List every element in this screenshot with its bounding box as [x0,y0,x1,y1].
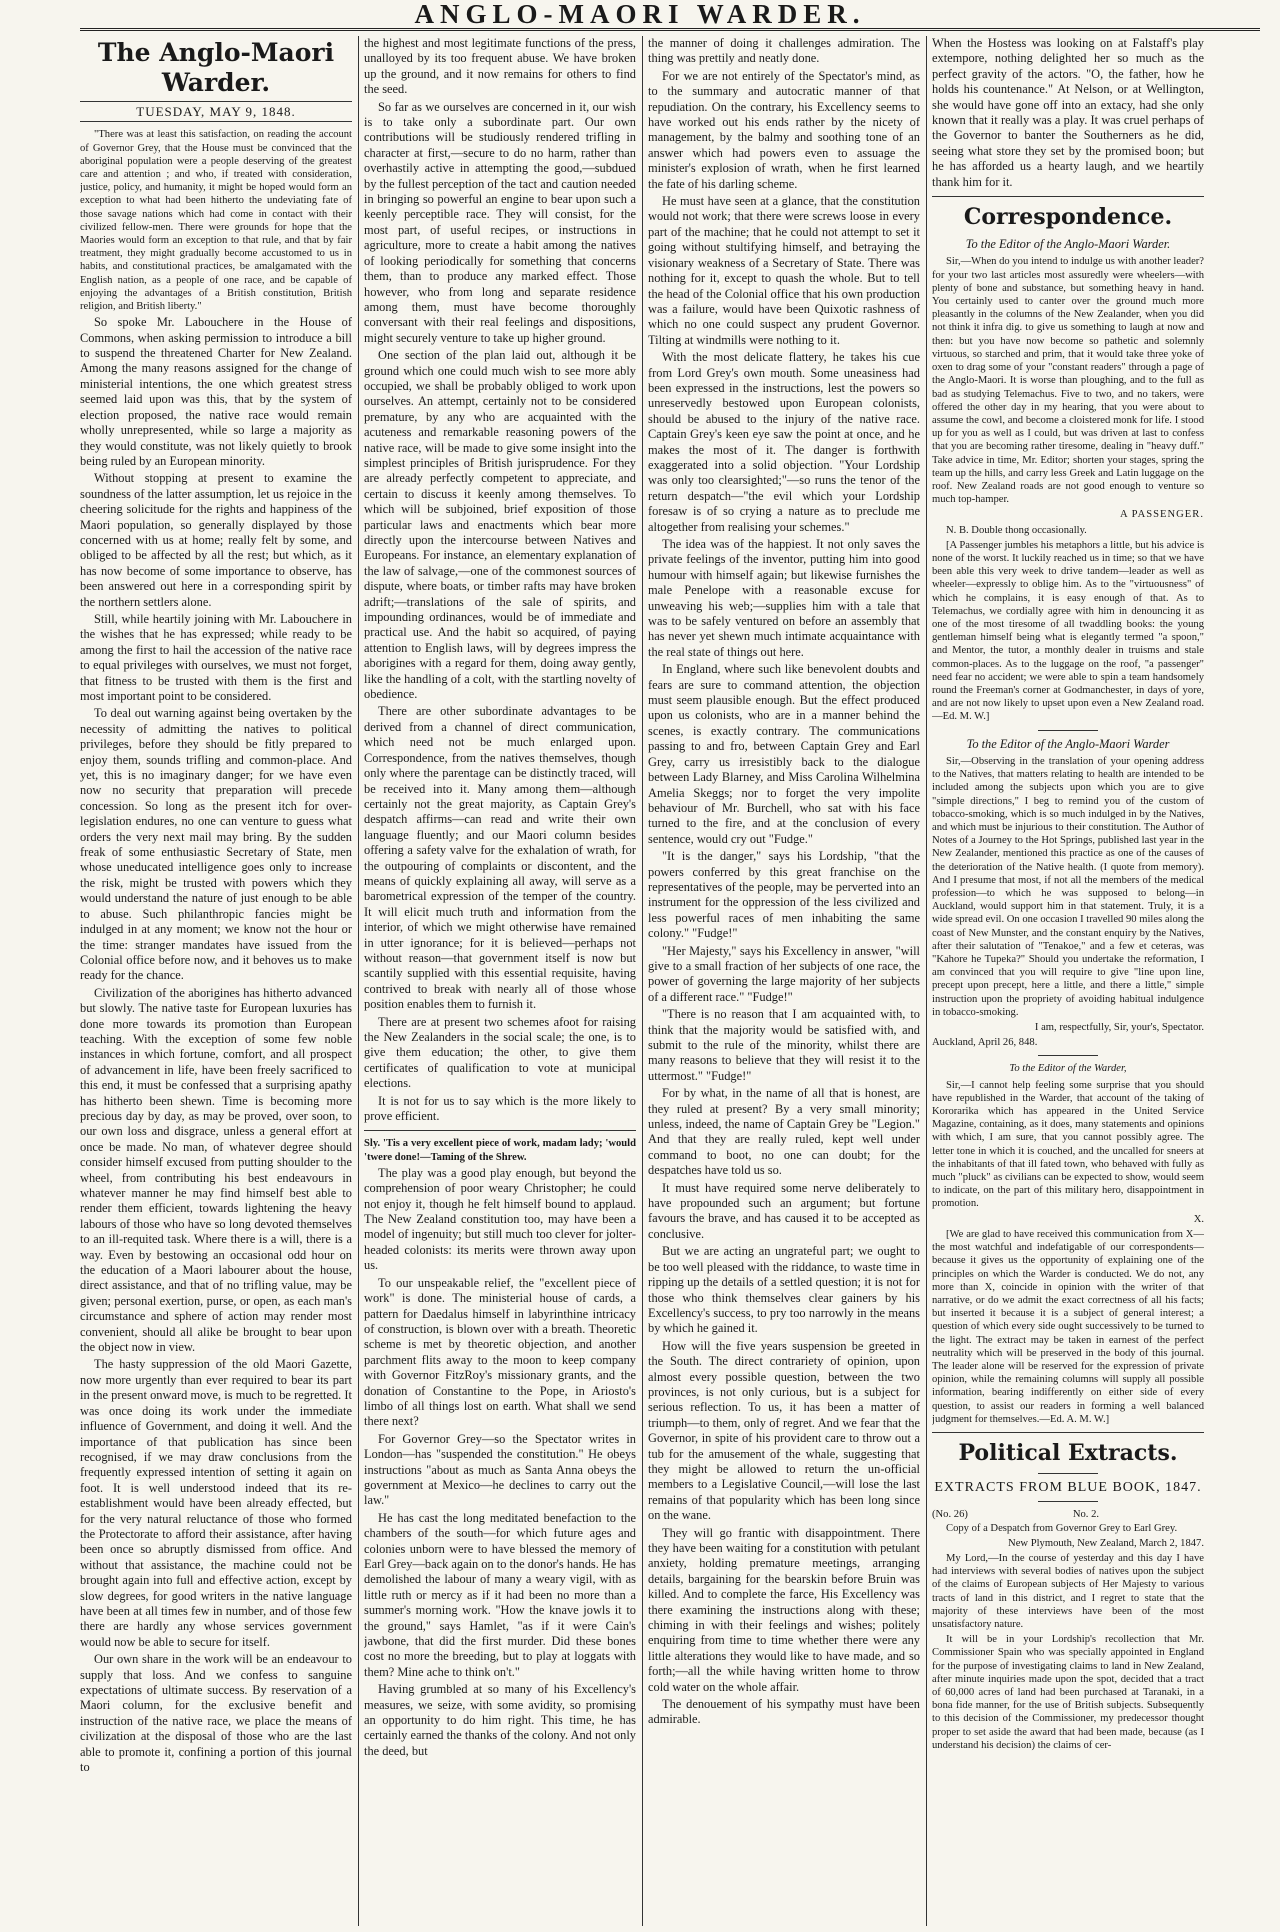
issue-date: TUESDAY, MAY 9, 1848. [80,101,352,122]
paper-title: The Anglo-Maori Warder. [97,38,335,97]
section-rule [364,1130,636,1131]
paragraph: So spoke Mr. Labouchere in the House of Commons, when asking permission to introduce a bill to suspend the threatened Charter for New Zealand. Among the many reasons assigned for the change of ministerial intentions, the one which greatest stress seemed laid upon was this, that by the system of election proposed, the native race would remain wholly unrepresented, while so large a majority as they would constitute, was not likely quietly to brook being ruled by an European minority. [80,315,352,468]
column-2 [364,36,636,1926]
letter-signature: X. [1193,1213,1204,1225]
letter-address: To the Editor of the Anglo-Maori Warder [966,736,1170,751]
short-rule [1038,1473,1098,1474]
masthead [0,0,1280,34]
column-divider [642,36,643,1926]
short-rule [1038,1055,1098,1056]
paragraph: It is not for us to say which is the more likely to prove efficient. [364,1093,636,1124]
editor-reply: [A Passenger jumbles his metaphors a little, but his advice is none of the worst. It luckily reached us in time; so that we have been able this very week to drive tandem—leader as well as wheeler—expressly to oblige him. As to the "virtuousness" of which he complains, it is easy enough of that. As to Telemachus, we cordially agree with him in denouncing it as one of the most tiresome of all twaddling books: the young gentleman himself being what is elegantly termed "a spoon," and Mentor, the tutor, a monthly dealer in truisms and stale common-places. As to the luggage on the roof, "a passenger" need fear no accident; we were able to spin a team handsomely round the Freeman's corner at Godmanchester, in days of yore, and are not now likely to upset upon even a New Zealand road.—Ed. M. W.] [932,539,1204,723]
letter-address: To the Editor of the Anglo-Maori Warder. [965,237,1171,252]
paragraph: It must have required some nerve deliberately to have propounded such an argument; but fortune favours the brave, and has caused it to be accepted as conclusive. [648,1180,920,1241]
paragraph: He must have seen at a glance, that the constitution would not work; that there were screws loose in every part of the machine; that he could not attempt to set it going without stultifying himself, and betraying the visionary weakness of a Secretary of State. There was nothing for it, except to quash the whole. But to tell the head of the Colonial office that his own production was a failure, would have been Quixotic rashness of which no one could suspect any prudent Governor. Tilting at windmills were nothing to it. [648,194,920,347]
paragraph: Our own share in the work will be an endeavour to supply that loss. And we confess to sanguine expectations of ultimate success. By reservation of a Maori column, for the exclusive benefit and instruction of the native race, we place the means of civilization at the disposal of those who are the last able to promote it, confining a portion of this journal to [80,1652,352,1775]
letter-signature: A PASSENGER. [1119,509,1204,521]
column-4 [932,36,1204,1926]
column-divider [358,36,359,1926]
paragraph: For by what, in the name of all that is honest, are they ruled at present? By a very small minority; unless, indeed, the name of Captain Grey be "Legion." And that they are really ruled, kept well under command to boot, no one can doubt; for the despatches have told us so. [648,1086,920,1178]
blue-book-heading: EXTRACTS FROM BLUE BOOK, 1847. [934,1479,1202,1495]
paragraph: But we are acting an ungrateful part; we ought to be too well pleased with the riddance, to waste time in ripping up the details of a settled question; it is not for those who think themselves clear gainers by his Excellency's success, to pry too narrowly in the means by which he gained it. [648,1244,920,1336]
column-3 [648,36,920,1926]
paragraph: Having grumbled at so many of his Excellency's measures, we seize, with some avidity, so promising an opportunity to do him right. This time, he has certainly earned the thanks of the colony. And not only the deed, but [364,1682,636,1758]
despatch-body: It will be in your Lordship's recollection that Mr. Commissioner Spain who was specially appointed in England for the purpose of investigating claims to land in New Zealand, after minute inquiries made upon the spot, decided that a tract of 60,000 acres of land had been purchased at Taranaki, in a bona fide manner, for the use of British subjects. Subsequently to this decision of the Commissioner, my predecessor thought proper to set aside the award that had been made, because (as I understand his decision) the claims of cer- [932,1634,1204,1751]
paragraph: Civilization of the aborigines has hitherto advanced but slowly. The native taste for European luxuries has done more towards its promotion than European teaching. With the exception of some few noble instances in which fortune, comfort, and all prospect of advancement in life, have been freely sacrificed to this end, it must be confessed that a surprising apathy has hitherto been shewn. Time is becoming more precious day by day, as may be proved, over soon, to our own loss and disgrace, unless a general effort at once be made. No man, of whatever degree should consider himself excused from putting shoulder to the wheel, from contributing his best endeavours in whatever manner he may find himself best able to render them efficient, towards lightening the heavy labours of those who have so long devoted themselves to an ill-requited task. Where there is a will, there is a way. Even by bestowing an occasional odd hour on the education of a Maori labourer about the house, direct assistance, and that of no trifling value, may be given; personal exertion, purse, or open, as each man's circumstance and sphere of action may render most convenient, should all alike be brought to bear upon the object now in view. [80,985,352,1355]
paragraph: The play was a good play enough, but beyond the comprehension of poor weary Christopher; he could not enjoy it, though he felt himself bound to applaud. The New Zealand constitution too, may have been a model of ingenuity; but still much too clever for jolter-headed colonists: its merits were thrown away upon us. [364,1165,636,1273]
masthead-title: ANGLO-MAORI WARDER. [414,0,866,29]
despatch-place-date: New Plymouth, New Zealand, March 2, 1847. [1008,1537,1204,1549]
despatch-number: (No. 26) [932,1509,968,1521]
paragraph: "Her Majesty," says his Excellency in answer, "will give to a small fraction of her subjects of one race, the power of governing the large majority of her subjects of a different race." "Fudge!" [648,943,920,1004]
short-rule [1038,1501,1098,1502]
paragraph: For we are not entirely of the Spectator's mind, as to the summary and autocratic manner of that repudiation. On the contrary, his Excellency seems to have worked out his ends rather by the nicety of management, by the balmy and soothing tone of an answer which had powers even to assuage the minister's explosion of wrath, when he first learned the fate of his darling scheme. [648,68,920,191]
despatch-numbers [932,1508,1204,1521]
paragraph: In England, where such like benevolent doubts and fears are sure to command attention, the objection must seem plausible enough. But the effect produced upon us colonists, who are in a manner behind the scenes, is exactly contrary. The communications passing to and fro, between Captain Grey and Earl Grey, carry us irresistibly back to the dialogue between Lady Blarney, and Miss Carolina Wilhelmina Amelia Skeggs; nor to forget the very impolite behaviour of Mr. Burchell, who sat with his face turned to the fire, and at the conclusion of every sentence, would cry out "Fudge." [648,662,920,846]
despatch-title: Copy of a Despatch from Governor Grey to Earl Grey. [946,1522,1178,1534]
political-extracts-heading: Political Extracts. [958,1439,1178,1466]
paragraph: He has cast the long meditated benefaction to the chambers of the south—for which future ages and colonies unborn were to have blessed the memory of Earl Grey—back again on to the donor's hands. He has demolished the labour of many a weary vigil, with as little ruth or mercy as if it had been no more than a summer's morning work. "How the knave jowls it to the ground," says Hamlet, "as if it were Cain's jawbone, that did the first murder. Did these bones cost no more the breeding, but to play at loggats with them? Mine ache to think on't." [364,1510,636,1679]
paragraph: The denouement of his sympathy must have been admirable. [648,1697,920,1727]
paragraph: There are at present two schemes afoot for raising the New Zealanders in the social scale; the one, is to give them education; the other, to give them certificates of qualification to vote at municipal elections. [364,1014,636,1091]
paragraph: How will the five years suspension be greeted in the South. The direct contrariety of opinion, upon almost every possible question, between the two provinces, is not only curious, but is a subject for serious reflection. To us, it has been a matter of triumph—to them, only of regret. And we fear that the Governor, in spite of his provident care to throw out a tub for the amusement of the whale, suggesting that they might be allowed to return the un-official members to a Legislative Council,—will lose the last remains of that popularity which has been long since on the wane. [648,1338,920,1523]
paragraph: To our unspeakable relief, the "excellent piece of work" is done. The ministerial house of cards, a pattern for Daedalus himself in labyrinthine intricacy of construction, is blown over with a breath. Theoretic scheme is met by theoretic objection, and another parchment flits away to the moon to keep company with Governor FitzRoy's missionary grants, and the donation of Constantine to the Pope, in Ariosto's limbo of all things lost on earth. What shall we send there next? [364,1275,636,1429]
letter-signature: I am, respectfully, Sir, your's, Spectator. [1034,1022,1204,1034]
paragraph: the highest and most legitimate functions of the press, unalloyed by its too frequent abuse. We have broken up the ground, and it now remains for others to find the seed. [364,36,636,97]
letter-body: Sir,—Observing in the translation of your opening address to the Natives, that matters relating to health are intended to be included among the subjects upon which you are to give "simple directions," I beg to remind you of the custom of tobacco-smoking, which is so much indulged in by the Natives, and which must be injurious to their constitution. The Author of Notes of a Journey to the Hot Springs, published last year in the New Zealander, mentioned this practice as one of the causes of the deterioration of the Native health. (I quote from memory). And I presume that most, if not all the members of the medical profession—to which he was supposed to belong—in Auckland, would support him in that statement. Truly, it is a wide spread evil. On one occasion I travelled 90 miles along the coast of New Munster, and the constant enquiry by the Natives, after their salutation of "Tenakoe," and a few et ceteras, was "Kahore he Tupeka?" Should you undertake the reformation, I am convinced that you will require to give "line upon line, precept upon precept, here a little, and there a little," simple instruction upon the propriety of avoiding habitual indulgence in tobacco-smoking. [932,755,1204,1018]
paragraph: For Governor Grey—so the Spectator writes in London—has "suspended the constitution." He obeys instructions "about as much as Santa Anna obeys the government at Mexico—he declines to carry out the law." [364,1431,636,1508]
epigraph: Sly. 'Tis a very excellent piece of work, madam lady; 'would 'twere done!—Taming of the Shrew. [364,1138,636,1163]
letter-postscript: N. B. Double thong occasionally. [946,524,1087,536]
column-divider [926,36,927,1926]
paragraph: There are other subordinate advantages to be derived from a channel of direct communication, which need not be much enlarged upon. Correspondence, from the natives themselves, though only where the parentage can be distinctly traced, will be received into it. Many among them—although certainly not the great majority, as Captain Grey's despatch affirms—can read and write their own language fluently; and our Maori column besides offering a safety valve for the exhalation of wrath, for the outpouring of complaints or discontent, and the means of quickly explaining all away, will serve as a barometrical expression of the temper of the country. It will elicit much truth and information from the interior, of which we might otherwise have remained in utter ignorance; for it is believed—perhaps not without reason—that government itself is now but scantily supplied with this essential requisite, having contrived to break with nearly all of those whose position enables them to furnish it. [364,704,636,1012]
paragraph: "There is no reason that I am acquainted with, to think that the majority would be satisfied with, and submit to the rule of the minority, whilst there are many reasons to believe that they will resist it to the uttermost." "Fudge!" [648,1007,920,1083]
despatch-subnumber: No. 2. [1072,1509,1100,1521]
short-rule [1038,730,1098,731]
letter-place-date: Auckland, April 26, 848. [932,1037,1038,1049]
paragraph: With the most delicate flattery, he takes his cue from Lord Grey's own mouth. Some uneasiness had been expressed in the instructions, lest the powers so unreservedly bestowed upon European colonists, should be abused to the injury of the native race. Captain Grey's keen eye saw the point at once, and he makes the most of it. The danger is forthwith exaggerated into a solid objection. "Your Lordship was only too clearsighted;"—so runs the tenor of the return despatch—"the evil which your Lordship foresaw is of so crying a nature as to preclude me altogether from realising your schemes." [648,350,920,534]
paragraph: "It is the danger," says his Lordship, "that the powers conferred by this great franchise on the representatives of the people, may be perverted into an instrument for the oppression of the less civilized and less powerful races of men inhabiting the same colony." "Fudge!" [648,849,920,941]
section-rule [932,196,1204,197]
paragraph: To deal out warning against being overtaken by the necessity of admitting the natives to political privileges, before they should be fitly prepared to enjoy them, sounds trifling and common-place. And yet, this is no imaginary danger; for we have even now no security that preparation will precede concession. So long as the present itch for over-legislation endures, no one can venture to guess what orders the very next mail may bring. By the sudden freak of some enthusiastic Secretary of State, men whose uneducated intelligence goes only to increase the risk, might be trusted with powers which they would understand the nature of just enough to be able to abuse. Such philanthropic fancies might be indulged in at any moment; we know not the hour or the time: stranger mandates have issued from the Colonial office before now, and it behoves us to make ready for the chance. [80,706,352,983]
paragraph: When the Hostess was looking on at Falstaff's play extempore, nothing delighted her so much as the perfect gravity of the actors. "O, the father, how he holds his countenance." At Nelson, or at Wellington, she would have gone off into an extacy, had she only known that it really was a play. It was cruel perhaps of the Governor to banter the Southerners as he did, seeing what store they set by the promised boon; but he has afforded us a hearty laugh, and we heartily thank him for it. [932,36,1204,189]
paragraph: Without stopping at present to examine the soundness of the latter assumption, let us rejoice in the cheering solicitude for the rights and happiness of the Maori population, so generally displayed by those concerned with us at home; really felt by some, and obliged to be affected by all the rest; but which, as it has now become of some importance to observe, has been answered out here in a corresponding spirit by the northern settlers alone. [80,471,352,609]
letter-address: To the Editor of the Warder, [1009,1063,1127,1075]
column-1 [80,36,352,1926]
letter-body: Sir,—I cannot help feeling some surprise that you should have republished in the Warder, that account of the taking of Kororarika which has appeared in the United Service Magazine, containing, as it does, many statements and opinions with which, I am sure, that you cannot possibly agree. The letter tone in which it is couched, and the uncalled for sneers at the inhabitants of that ill fated town, who behaved with fully as much "pluck" as civilians can be expected to show, would seem to indicate, on the part of this military hero, disappointment in promotion. [932,1079,1204,1210]
paragraph: The hasty suppression of the old Maori Gazette, now more urgently than ever required to bear its part in the present onward move, is much to be regretted. It was once doing its work under the immediate influence of Government, and doing it well. And the importance of that publication has since been recognised, if we may draw conclusions from the frequently expressed intention of setting it again on foot. It is well understood indeed that its re-establishment would have been already effected, but for the very natural reluctance of those who formed the Protectorate to afford their assistance, after having been once so abruptly dismissed from office. And without that assistance, the machine could not be brought again into full and effective action, except by slow degrees, for good writers in the native language have been at all times few in number, and of those few there are hardly any whose services government would now be able to secure for itself. [80,1357,352,1649]
paragraph: They will go frantic with disappointment. There they have been waiting for a constitution with petulant anxiety, holding premature meetings, arranging details, bargaining for the bearskin before Bruin was killed. And to complete the farce, His Excellency was there examining the instructions along with these; chiming in with their feelings and wishes; politely enquiring from time to time whether there were any little alterations they would like to have made, and so forth;—all the while having written home to throw cold water on the whole affair. [648,1525,920,1694]
section-rule [932,1432,1204,1433]
letter-body: Sir,—When do you intend to indulge us with another leader? for your two last articles most assuredly were wheelers—with plenty of bone and substance, but something heavy in hand. You certainly used to canter over the ground much more pleasantly in the columns of the New Zealander, when you did not think it infra dig. to give us something to laugh at now and then: but you have now become so pathetic and solemnly virtuous, so starched and prim, that it would take three yoke of oxen to drag some of your "constant readers" through a page of the Anglo-Maori. It is worse than ploughing, and to the full as bad as studying Telemachus. Five to two, and no takers, were offered the other day in my hearing, that you were about to assume the cowl, and become a cloistered monk for life. I stood up for you as well as I could, but was driven at last to confess that you are becoming rather tiresome, dealing in "heavy duff." Take advice in time, Mr. Editor; shorten your stages, spring the team up the hills, and carry less Greek and Latin luggage on the roof. New Zealand roads are not good enough to venture so much top-hamper. [932,256,1204,506]
paragraph: So far as we ourselves are concerned in it, our wish is to take only a subordinate part. Our own contributions will be studiously rendered trifling in character at first,—secure to do no harm, rather than overhastily active in attempting the good,—subdued by the fullest perception of the tact and caution needed in bringing so powerful an engine to bear upon such a keenly perceptible race. They will consist, for the most part, of useful recipes, or instructions in agriculture, more to create a habit among the natives of looking periodically for something that concerns them, than to produce any marked effect. Those however, who from long and separate residence among them, must have become thoroughly conversant with their real feelings and dispositions, might securely venture to take up higher ground. [364,99,636,345]
correspondence-heading: Correspondence. [963,204,1173,231]
masthead-rule [80,28,1260,31]
editor-reply: [We are glad to have received this communication from X—the most watchful and indefatigable of our correspondents—because it gives us the opportunity of explaining one of the principles on which the Warder is conducted. We do not, any more than X, coincide in opinion with the writer of that narrative, or do we admit the exact correctness of all his facts; but inserted it because it is a subject of general interest; a question of which every side ought successively to be turned to the light. The extract may be taken in earnest of the perfect neutrality which will be preserved in the body of this journal. The leader alone will be reserved for the expression of private opinion, while the remaining columns will supply all possible information, bearing indifferently on either side of every question, to assist our readers in forming a well balanced judgment for themselves.—Ed. A. M. W.] [932,1228,1204,1425]
quote-paragraph: "There was at least this satisfaction, on reading the account of Governor Grey, that the House must be convinced that the aboriginal population were a people deserving of the greatest care and attention ; and who, if treated with consideration, justice, policy, and humanity, it might be hoped would form an exception to what had been hitherto the undeviating fate of those savage nations which had come in contact with their civilized fellow-men. There were grounds for hope that the Maories would form an exception to that rule, and that by fair treatment, they might gradually become accustomed to us in habits, and constitutional practices, be amalgamated with the English nation, as a people of one race, and be capable of enjoying the advantages of a British constitution, British religion, and British liberty." [80,129,352,313]
paragraph: the manner of doing it challenges admiration. The thing was prettily and neatly done. [648,36,920,66]
despatch-body: My Lord,—In the course of yesterday and this day I have had interviews with several bodies of natives upon the subject of the claims of European subjects of Her Majesty to various tracts of land in this district, and I regret to state that the majority of these interviews have been of the most unsatisfactory nature. [932,1552,1204,1630]
paragraph: The idea was of the happiest. It not only saves the private feelings of the inventor, putting him into good humour with himself again; but likewise furnishes the male Penelope with a reasonable excuse for unweaving his web;—supplies him with a tale that was to be safely ventured on before an assembly that has never yet shewn much intimate acquaintance with the real state of things out here. [648,537,920,659]
paragraph: One section of the plan laid out, although it be ground which one could much wish to see more ably occupied, we shall be probably obliged to work upon ourselves. An attempt, certainly not to be considered premature, by any who are acquainted with the acuteness and remarkable reasoning powers of the native race, will be made to give some insight into the simplest principles of British jurisprudence. For they are already perfectly competent to appreciate, and certain to discuss it keenly among themselves. To which will be subjoined, brief exposition of those particular laws and enactments which bear more directly upon the intercourse between Natives and Europeans. For instance, an elementary explanation of the law of salvage,—one of the commonest sources of dispute, where boats, or timber rafts may have broken adrift;—translations of the sale of spirits, and impounding ordinances, would be of immediate and practical use. And the habit so acquired, of paying attention to English laws, will by degrees impress the aborigines with a regard for them, doing away gently, like the handling of a colt, with the startling novelty of obedience. [364,348,636,702]
paragraph: Still, while heartily joining with Mr. Labouchere in the wishes that he has expressed; while ready to be among the first to hail the accession of the native race to equal privileges with ourselves, we must not forget, that fitness to be trusted with them is the first and most important point to be considered. [80,611,352,703]
